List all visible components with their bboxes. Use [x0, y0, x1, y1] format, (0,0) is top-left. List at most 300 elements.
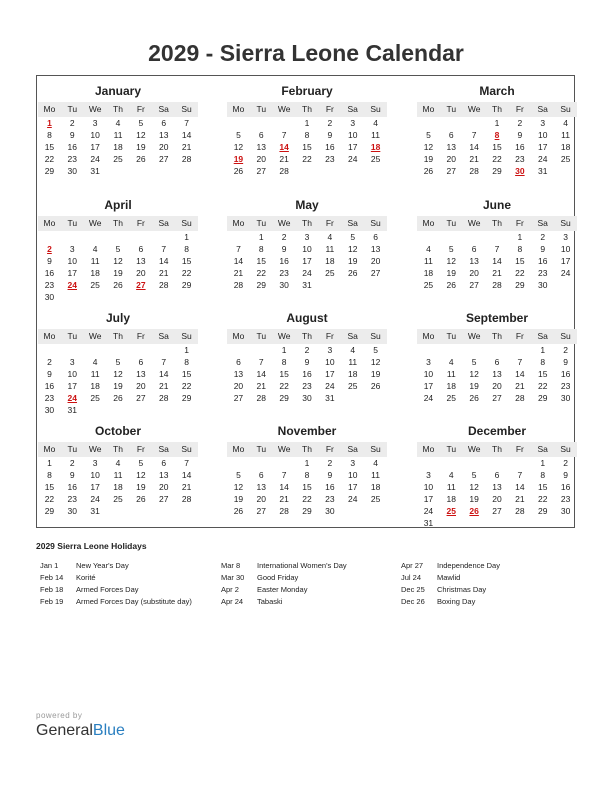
- day-cell: 2: [327, 458, 333, 468]
- holiday-name: Boxing Day: [437, 597, 476, 606]
- day-cell: 22: [44, 154, 55, 164]
- day-cell: 28: [469, 166, 479, 176]
- day-cell: 27: [256, 166, 267, 176]
- day-cell: 27: [370, 268, 381, 278]
- weekday-label: Su: [560, 218, 571, 228]
- day-cell: 16: [67, 482, 78, 492]
- day-cell: 3: [69, 244, 75, 254]
- weekday-label: Sa: [158, 331, 169, 341]
- weekday-label: We: [277, 331, 291, 341]
- empty-day-cell: [129, 505, 152, 517]
- day-cell: 28: [233, 280, 244, 290]
- day-cell: 6: [373, 232, 378, 242]
- week-row: [227, 380, 387, 392]
- empty-day-cell: [107, 404, 130, 416]
- day-cell: 5: [236, 130, 241, 140]
- day-cell: 24: [423, 393, 434, 403]
- day-cell: 25: [90, 280, 100, 290]
- day-cell: 8: [540, 470, 546, 480]
- day-cell: 19: [233, 494, 244, 504]
- empty-day-cell: [440, 117, 463, 129]
- day-cell: 3: [327, 345, 333, 355]
- week-row: [38, 243, 198, 255]
- day-cell: 4: [327, 232, 333, 242]
- day-cell: 29: [44, 506, 55, 516]
- day-cell: 5: [350, 232, 356, 242]
- day-cell: 15: [492, 142, 502, 152]
- day-cell: 28: [256, 393, 267, 403]
- holiday-day-cell: 18: [370, 142, 381, 152]
- day-cell: 3: [304, 232, 310, 242]
- week-row: [227, 344, 387, 356]
- day-cell: 22: [537, 381, 548, 391]
- empty-day-cell: [227, 117, 250, 129]
- month-name: May: [295, 198, 319, 212]
- day-cell: 29: [537, 506, 548, 516]
- weekday-label: Su: [181, 444, 192, 454]
- month-june: [417, 197, 577, 291]
- holiday-date: Feb 14: [40, 573, 64, 582]
- day-cell: 31: [302, 280, 312, 290]
- day-cell: 7: [281, 130, 287, 140]
- day-cell: 22: [181, 268, 192, 278]
- day-cell: 4: [115, 118, 121, 128]
- month-name: January: [94, 84, 142, 98]
- day-cell: 25: [560, 154, 571, 164]
- holiday-name: Korité: [76, 573, 96, 582]
- week-row: [417, 129, 577, 141]
- weekday-header: [417, 102, 577, 117]
- month-october: [38, 423, 198, 517]
- empty-day-cell: [107, 505, 130, 517]
- weekday-label: We: [277, 218, 291, 228]
- day-cell: 31: [90, 166, 100, 176]
- empty-day-cell: [508, 344, 531, 356]
- day-cell: 11: [348, 357, 358, 367]
- day-cell: 6: [494, 357, 500, 367]
- day-cell: 29: [44, 166, 55, 176]
- day-cell: 25: [325, 268, 335, 278]
- day-cell: 9: [304, 357, 310, 367]
- day-cell: 30: [560, 506, 571, 516]
- month-march: [417, 83, 577, 177]
- day-cell: 31: [90, 506, 100, 516]
- empty-day-cell: [364, 165, 387, 177]
- weekday-label: Su: [370, 218, 381, 228]
- month-name: October: [94, 424, 141, 438]
- day-cell: 12: [423, 142, 434, 152]
- weekday-label: Su: [370, 104, 381, 114]
- day-cell: 26: [469, 393, 479, 403]
- week-row: [417, 392, 577, 404]
- day-cell: 27: [446, 166, 457, 176]
- day-cell: 18: [560, 142, 571, 152]
- day-cell: 14: [515, 482, 525, 492]
- weekday-label: Mo: [422, 104, 435, 114]
- day-cell: 9: [47, 369, 52, 379]
- holiday-date: Mar 30: [221, 573, 245, 582]
- day-cell: 1: [258, 232, 264, 242]
- empty-day-cell: [129, 404, 152, 416]
- day-cell: 16: [44, 268, 55, 278]
- week-row: [227, 481, 387, 493]
- day-cell: 18: [446, 494, 457, 504]
- day-cell: 7: [184, 458, 189, 468]
- day-cell: 16: [560, 369, 571, 379]
- day-cell: 9: [281, 244, 287, 254]
- week-row: [417, 243, 577, 255]
- day-cell: 20: [446, 154, 457, 164]
- month-name: August: [286, 311, 328, 325]
- empty-day-cell: [440, 344, 463, 356]
- weekday-label: Th: [492, 218, 502, 228]
- week-row: [38, 392, 198, 404]
- day-cell: 27: [492, 393, 502, 403]
- day-cell: 2: [327, 118, 333, 128]
- day-cell: 29: [515, 280, 525, 290]
- holiday-name: Armed Forces Day (substitute day): [76, 597, 192, 606]
- day-cell: 26: [370, 381, 381, 391]
- holiday-entry: [36, 584, 226, 596]
- day-cell: 6: [471, 244, 477, 254]
- day-cell: 29: [279, 393, 289, 403]
- day-cell: 14: [181, 130, 192, 140]
- day-cell: 21: [279, 494, 289, 504]
- day-cell: 15: [302, 482, 312, 492]
- day-cell: 22: [492, 154, 502, 164]
- holiday-day-cell: 2: [47, 244, 52, 254]
- day-cell: 23: [537, 268, 548, 278]
- week-row: [227, 129, 387, 141]
- day-cell: 5: [426, 130, 431, 140]
- weekday-header: [417, 329, 577, 344]
- day-cell: 13: [158, 470, 169, 480]
- day-cell: 13: [136, 369, 146, 379]
- day-cell: 30: [67, 166, 78, 176]
- empty-day-cell: [227, 231, 250, 243]
- day-cell: 16: [302, 369, 312, 379]
- day-cell: 14: [158, 256, 169, 266]
- week-row: [417, 457, 577, 469]
- day-cell: 23: [67, 154, 78, 164]
- day-cell: 12: [113, 256, 123, 266]
- page-title: 2029 - Sierra Leone Calendar: [148, 40, 464, 66]
- month-may: [227, 197, 387, 291]
- day-cell: 14: [515, 369, 525, 379]
- weekday-label: Sa: [537, 331, 548, 341]
- day-cell: 24: [537, 154, 548, 164]
- day-cell: 10: [347, 130, 358, 140]
- weekday-label: Tu: [67, 218, 78, 228]
- weekday-label: Th: [492, 104, 502, 114]
- day-cell: 6: [494, 470, 500, 480]
- empty-day-cell: [152, 505, 175, 517]
- holiday-name: Armed Forces Day: [76, 585, 139, 594]
- day-cell: 21: [256, 381, 267, 391]
- day-cell: 26: [446, 280, 457, 290]
- weekday-label: Fr: [136, 104, 145, 114]
- day-cell: 17: [560, 256, 571, 266]
- holiday-date: Dec 26: [401, 597, 425, 606]
- day-cell: 29: [302, 506, 312, 516]
- holiday-day-cell: 24: [67, 393, 78, 403]
- week-row: [417, 153, 577, 165]
- day-cell: 19: [113, 268, 123, 278]
- weekday-label: Th: [113, 104, 123, 114]
- day-cell: 21: [181, 142, 192, 152]
- empty-day-cell: [152, 344, 175, 356]
- week-row: [227, 279, 387, 291]
- day-cell: 24: [90, 494, 100, 504]
- weekday-label: Mo: [232, 104, 245, 114]
- day-cell: 4: [373, 458, 378, 468]
- day-cell: 25: [370, 154, 381, 164]
- day-cell: 20: [136, 268, 146, 278]
- empty-day-cell: [227, 344, 250, 356]
- day-cell: 8: [47, 130, 52, 140]
- day-cell: 30: [302, 393, 312, 403]
- day-cell: 11: [561, 130, 570, 140]
- day-cell: 29: [537, 393, 548, 403]
- weekday-label: Mo: [43, 218, 56, 228]
- day-cell: 26: [347, 268, 358, 278]
- weekday-label: Fr: [325, 331, 334, 341]
- day-cell: 27: [158, 154, 169, 164]
- month-name: December: [467, 424, 527, 438]
- empty-day-cell: [463, 117, 486, 129]
- day-cell: 23: [302, 381, 312, 391]
- holiday-entry: [397, 560, 587, 572]
- day-cell: 23: [560, 381, 571, 391]
- month-april: [38, 197, 198, 303]
- week-row: [38, 457, 198, 469]
- day-cell: 25: [113, 494, 123, 504]
- empty-day-cell: [129, 231, 152, 243]
- weekday-label: Fr: [325, 218, 334, 228]
- day-cell: 22: [279, 381, 289, 391]
- weekday-label: Su: [560, 444, 571, 454]
- weekday-label: Th: [302, 218, 312, 228]
- day-cell: 24: [302, 268, 312, 278]
- week-row: [417, 165, 577, 177]
- day-cell: 28: [181, 154, 192, 164]
- day-cell: 22: [537, 494, 548, 504]
- weekday-label: Mo: [43, 444, 56, 454]
- empty-day-cell: [152, 404, 175, 416]
- day-cell: 17: [325, 369, 335, 379]
- day-cell: 15: [302, 142, 312, 152]
- weekday-label: Mo: [422, 444, 435, 454]
- day-cell: 19: [136, 482, 146, 492]
- empty-day-cell: [107, 344, 130, 356]
- day-cell: 23: [67, 494, 78, 504]
- empty-day-cell: [341, 279, 364, 291]
- empty-day-cell: [440, 231, 463, 243]
- empty-day-cell: [486, 344, 509, 356]
- day-cell: 21: [158, 381, 169, 391]
- weekday-label: Th: [492, 331, 502, 341]
- day-cell: 4: [92, 357, 98, 367]
- empty-day-cell: [440, 457, 463, 469]
- day-cell: 1: [540, 345, 546, 355]
- day-cell: 13: [492, 369, 502, 379]
- day-cell: 20: [256, 154, 267, 164]
- week-row: [227, 469, 387, 481]
- day-cell: 27: [492, 506, 502, 516]
- empty-day-cell: [417, 344, 440, 356]
- weekday-label: Su: [370, 444, 381, 454]
- day-cell: 7: [236, 244, 241, 254]
- day-cell: 14: [469, 142, 479, 152]
- holiday-day-cell: 14: [279, 142, 289, 152]
- day-cell: 28: [492, 280, 502, 290]
- holiday-date: Jul 24: [401, 573, 422, 582]
- week-row: [417, 380, 577, 392]
- day-cell: 25: [423, 280, 434, 290]
- day-cell: 8: [517, 244, 523, 254]
- day-cell: 13: [233, 369, 244, 379]
- week-row: [38, 291, 198, 303]
- month-name: June: [482, 198, 511, 212]
- day-cell: 30: [279, 280, 289, 290]
- holiday-date: Apr 24: [221, 597, 244, 606]
- day-cell: 20: [158, 482, 169, 492]
- empty-day-cell: [364, 392, 387, 404]
- weekday-label: Fr: [136, 218, 145, 228]
- day-cell: 8: [540, 357, 546, 367]
- empty-day-cell: [107, 165, 130, 177]
- day-cell: 13: [158, 130, 169, 140]
- day-cell: 4: [448, 357, 454, 367]
- month-july: [38, 310, 198, 416]
- day-cell: 15: [515, 256, 525, 266]
- weekday-label: Tu: [67, 444, 78, 454]
- weekday-header: [38, 102, 198, 117]
- empty-day-cell: [152, 291, 175, 303]
- day-cell: 9: [517, 130, 523, 140]
- holiday-name: Easter Monday: [257, 585, 308, 594]
- day-cell: 15: [537, 482, 548, 492]
- week-row: [417, 255, 577, 267]
- day-cell: 11: [424, 256, 433, 266]
- empty-day-cell: [463, 231, 486, 243]
- holiday-name: New Year's Day: [76, 561, 129, 570]
- weekday-label: Tu: [256, 104, 267, 114]
- day-cell: 8: [281, 357, 287, 367]
- week-row: [227, 457, 387, 469]
- day-cell: 8: [258, 244, 264, 254]
- weekday-label: Mo: [232, 331, 245, 341]
- holiday-name: Christmas Day: [437, 585, 487, 594]
- holiday-entry: [397, 572, 587, 584]
- day-cell: 12: [446, 256, 457, 266]
- day-cell: 13: [469, 256, 479, 266]
- empty-day-cell: [107, 291, 130, 303]
- day-cell: 5: [115, 357, 121, 367]
- day-cell: 25: [113, 154, 123, 164]
- empty-day-cell: [508, 457, 531, 469]
- day-cell: 9: [563, 470, 568, 480]
- day-cell: 27: [158, 494, 169, 504]
- empty-day-cell: [84, 291, 107, 303]
- week-row: [417, 517, 577, 529]
- empty-day-cell: [61, 291, 84, 303]
- empty-day-cell: [318, 279, 341, 291]
- day-cell: 2: [563, 345, 568, 355]
- day-cell: 13: [136, 256, 146, 266]
- empty-day-cell: [273, 117, 296, 129]
- day-cell: 4: [92, 244, 98, 254]
- weekday-header: [38, 216, 198, 231]
- day-cell: 2: [540, 232, 546, 242]
- day-cell: 18: [347, 369, 358, 379]
- empty-day-cell: [440, 517, 463, 529]
- week-row: [417, 505, 577, 517]
- holiday-day-cell: 19: [233, 154, 244, 164]
- day-cell: 9: [327, 470, 333, 480]
- day-cell: 22: [302, 494, 312, 504]
- day-cell: 2: [517, 118, 523, 128]
- day-cell: 8: [47, 470, 52, 480]
- day-cell: 7: [258, 357, 264, 367]
- day-cell: 4: [563, 118, 568, 128]
- day-cell: 14: [256, 369, 267, 379]
- day-cell: 4: [350, 345, 356, 355]
- day-cell: 23: [560, 494, 571, 504]
- day-cell: 8: [184, 244, 189, 254]
- empty-day-cell: [175, 291, 198, 303]
- week-row: [227, 141, 387, 153]
- month-name: February: [281, 84, 333, 98]
- day-cell: 6: [448, 130, 454, 140]
- empty-day-cell: [175, 165, 198, 177]
- day-cell: 9: [47, 256, 52, 266]
- day-cell: 22: [256, 268, 267, 278]
- week-row: [417, 481, 577, 493]
- week-row: [417, 368, 577, 380]
- day-cell: 24: [423, 506, 434, 516]
- day-cell: 5: [471, 470, 477, 480]
- weekday-label: Sa: [347, 104, 358, 114]
- weekday-label: Sa: [537, 104, 548, 114]
- week-row: [227, 243, 387, 255]
- day-cell: 30: [325, 506, 335, 516]
- day-cell: 8: [304, 470, 310, 480]
- day-cell: 9: [563, 357, 568, 367]
- day-cell: 11: [113, 470, 123, 480]
- day-cell: 23: [325, 494, 335, 504]
- weekday-label: Su: [370, 331, 381, 341]
- weekday-header: [227, 102, 387, 117]
- brand-name-part1: General: [36, 722, 93, 739]
- weekday-label: Mo: [422, 331, 435, 341]
- day-cell: 16: [560, 482, 571, 492]
- week-row: [227, 505, 387, 517]
- day-cell: 26: [423, 166, 434, 176]
- weekday-label: Sa: [158, 104, 169, 114]
- weekday-label: Th: [113, 218, 123, 228]
- empty-day-cell: [296, 165, 319, 177]
- empty-day-cell: [129, 291, 152, 303]
- day-cell: 12: [136, 470, 146, 480]
- weekday-label: Mo: [232, 218, 245, 228]
- weekday-label: Tu: [446, 444, 457, 454]
- day-cell: 14: [181, 470, 192, 480]
- empty-day-cell: [227, 457, 250, 469]
- day-cell: 13: [256, 142, 267, 152]
- day-cell: 20: [158, 142, 169, 152]
- week-row: [227, 165, 387, 177]
